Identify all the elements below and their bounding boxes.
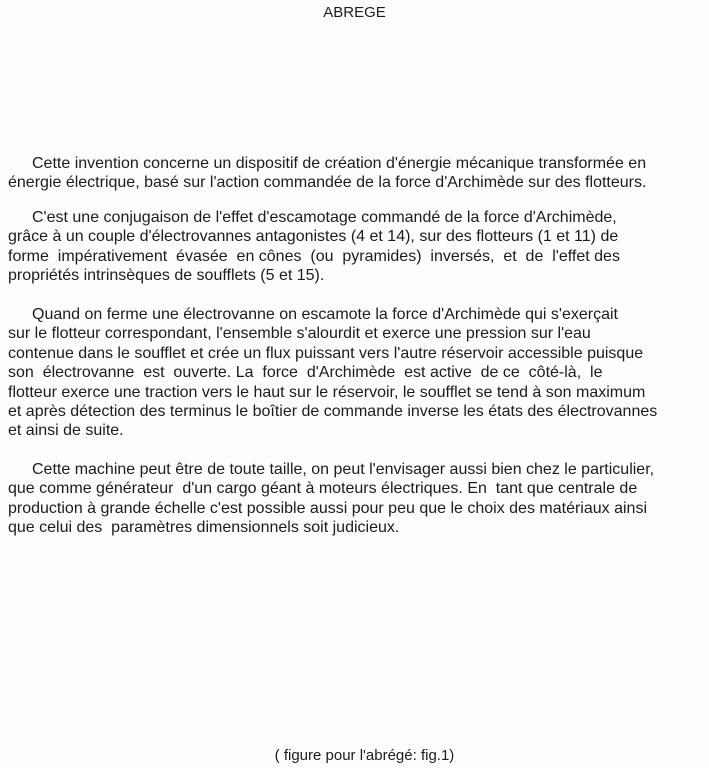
text-line: C'est une conjugaison de l'effet d'escamotage commandé de la force d'Archimède, bbox=[32, 209, 617, 226]
text-line: contenue dans le soufflet et crée un flux puissant vers l'autre réservoir accessible puisque bbox=[8, 344, 644, 362]
paragraph-2 bbox=[8, 208, 708, 286]
text-line: Cette machine peut être de toute taille, on peut l'envisager aussi bien chez le particulier, bbox=[32, 461, 655, 478]
text-line: que comme générateur d'un cargo géant à moteurs électriques. En tant que centrale de bbox=[8, 480, 638, 498]
paragraph-1 bbox=[8, 154, 708, 193]
text-line: sur le flotteur correspondant, l'ensemble s'alourdit et exerce une pression sur l'eau bbox=[8, 325, 591, 343]
text-line: flotteur exerce une traction vers le haut sur le réservoir, le soufflet se tend à son maximum bbox=[8, 383, 646, 401]
document-title: ABREGE bbox=[323, 4, 386, 21]
text-line: Cette invention concerne un dispositif de création d'énergie mécanique transformée en bbox=[32, 155, 647, 172]
paragraph-4 bbox=[8, 460, 708, 538]
text-line: son électrovanne est ouverte. La force d'Archimède est active de ce côté-là, le bbox=[8, 364, 603, 382]
paragraph-3 bbox=[8, 305, 708, 441]
text-line: forme impérativement évasée en cônes (ou pyramides) inversés, et de l'effet des bbox=[8, 247, 620, 265]
text-line: que celui des paramètres dimensionnels soit judicieux. bbox=[8, 519, 400, 537]
text-line: et après détection des terminus le boîtier de commande inverse les états des électrovannes bbox=[8, 403, 658, 421]
text-line: Quand on ferme une électrovanne on escamote la force d'Archimède qui s'exerçait bbox=[32, 306, 618, 323]
figure-note: ( figure pour l'abrégé: fig.1) bbox=[274, 747, 455, 764]
text-line: et ainsi de suite. bbox=[8, 422, 124, 440]
text-line: énergie électrique, basé sur l'action commandée de la force d'Archimède sur des flotteurs. bbox=[8, 174, 647, 192]
text-line: grâce à un couple d'électrovannes antagonistes (4 et 14), sur des flotteurs (1 et 11) de bbox=[8, 228, 619, 246]
text-line: propriétés intrinsèques de soufflets (5 et 15). bbox=[8, 267, 325, 285]
text-line: production à grande échelle c'est possible aussi pour peu que le choix des matériaux ainsi bbox=[8, 499, 647, 517]
